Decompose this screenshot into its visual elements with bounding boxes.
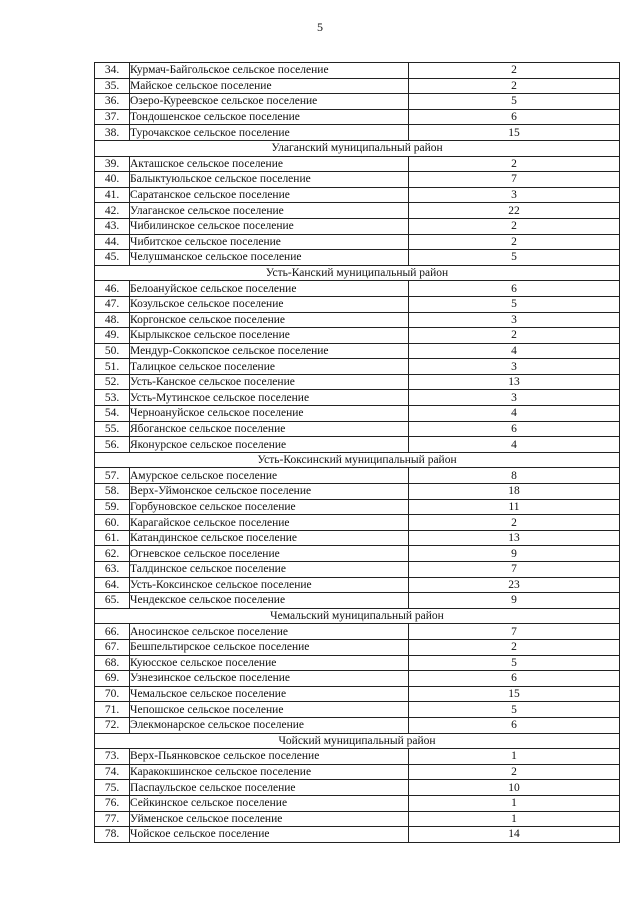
table-row	[95, 406, 620, 422]
row-number: 69.	[95, 671, 130, 687]
row-number: 48.	[95, 312, 130, 328]
row-number: 56.	[95, 437, 130, 453]
settlement-name: Кырлыкское сельское поселение	[130, 328, 409, 344]
settlement-value: 4	[409, 406, 620, 422]
settlement-name: Саратанское сельское поселение	[130, 187, 409, 203]
table-row	[95, 530, 620, 546]
table-row	[95, 780, 620, 796]
table-row	[95, 639, 620, 655]
table-row	[95, 593, 620, 609]
row-number: 78.	[95, 827, 130, 843]
settlement-name: Усть-Коксинское сельское поселение	[130, 577, 409, 593]
settlement-name: Челушманское сельское поселение	[130, 250, 409, 266]
settlement-value: 2	[409, 328, 620, 344]
settlement-value: 5	[409, 94, 620, 110]
settlement-value: 2	[409, 515, 620, 531]
settlement-name: Улаганское сельское поселение	[130, 203, 409, 219]
table-row	[95, 562, 620, 578]
settlement-name: Чендекское сельское поселение	[130, 593, 409, 609]
settlement-value: 15	[409, 125, 620, 141]
settlement-name: Турочакское сельское поселение	[130, 125, 409, 141]
settlements-table	[94, 62, 620, 843]
section-header-row	[95, 452, 620, 468]
row-number: 44.	[95, 234, 130, 250]
settlement-name: Узнезинское сельское поселение	[130, 671, 409, 687]
district-heading: Улаганский муниципальный район	[95, 140, 620, 156]
table-row	[95, 359, 620, 375]
row-number: 61.	[95, 530, 130, 546]
settlement-value: 18	[409, 484, 620, 500]
row-number: 68.	[95, 655, 130, 671]
section-header-row	[95, 140, 620, 156]
table-row	[95, 468, 620, 484]
row-number: 57.	[95, 468, 130, 484]
table-row	[95, 624, 620, 640]
settlement-value: 23	[409, 577, 620, 593]
row-number: 74.	[95, 764, 130, 780]
table-row	[95, 156, 620, 172]
row-number: 38.	[95, 125, 130, 141]
settlement-name: Козульское сельское поселение	[130, 296, 409, 312]
table-row	[95, 63, 620, 79]
settlement-name: Усть-Канское сельское поселение	[130, 374, 409, 390]
settlement-value: 2	[409, 764, 620, 780]
settlement-value: 2	[409, 63, 620, 79]
settlement-value: 14	[409, 827, 620, 843]
row-number: 70.	[95, 686, 130, 702]
settlement-name: Горбуновское сельское поселение	[130, 499, 409, 515]
settlement-name: Чибитское сельское поселение	[130, 234, 409, 250]
settlement-value: 2	[409, 218, 620, 234]
table-row	[95, 312, 620, 328]
row-number: 43.	[95, 218, 130, 234]
settlement-name: Уйменское сельское поселение	[130, 811, 409, 827]
settlement-value: 5	[409, 250, 620, 266]
settlement-value: 2	[409, 78, 620, 94]
settlement-name: Чойское сельское поселение	[130, 827, 409, 843]
row-number: 59.	[95, 499, 130, 515]
table-row	[95, 109, 620, 125]
settlement-name: Белоануйское сельское поселение	[130, 281, 409, 297]
settlement-name: Тондошенское сельское поселение	[130, 109, 409, 125]
district-heading: Чемальский муниципальный район	[95, 608, 620, 624]
settlement-name: Коргонское сельское поселение	[130, 312, 409, 328]
table-row	[95, 343, 620, 359]
settlement-name: Паспаульское сельское поселение	[130, 780, 409, 796]
table-row	[95, 203, 620, 219]
settlement-name: Яконурское сельское поселение	[130, 437, 409, 453]
table-row	[95, 390, 620, 406]
row-number: 63.	[95, 562, 130, 578]
settlement-value: 3	[409, 187, 620, 203]
settlement-value: 1	[409, 795, 620, 811]
settlement-value: 4	[409, 437, 620, 453]
table-row	[95, 546, 620, 562]
row-number: 41.	[95, 187, 130, 203]
settlement-value: 1	[409, 811, 620, 827]
settlement-value: 3	[409, 390, 620, 406]
table-row	[95, 515, 620, 531]
settlement-value: 11	[409, 499, 620, 515]
settlement-name: Курмач-Байгольское сельское поселение	[130, 63, 409, 79]
table-row	[95, 281, 620, 297]
table-row	[95, 717, 620, 733]
table-row	[95, 764, 620, 780]
settlement-name: Бешпельтирское сельское поселение	[130, 639, 409, 655]
settlement-name: Катандинское сельское поселение	[130, 530, 409, 546]
row-number: 53.	[95, 390, 130, 406]
settlement-value: 8	[409, 468, 620, 484]
settlement-value: 13	[409, 374, 620, 390]
settlement-value: 2	[409, 156, 620, 172]
settlement-value: 6	[409, 421, 620, 437]
table-row	[95, 374, 620, 390]
table-row	[95, 78, 620, 94]
settlement-name: Карагайское сельское поселение	[130, 515, 409, 531]
row-number: 49.	[95, 328, 130, 344]
settlement-name: Талицкое сельское поселение	[130, 359, 409, 375]
table-row	[95, 671, 620, 687]
settlement-name: Чепошское сельское поселение	[130, 702, 409, 718]
settlement-name: Озеро-Куреевское сельское поселение	[130, 94, 409, 110]
settlement-name: Талдинское сельское поселение	[130, 562, 409, 578]
settlement-name: Акташское сельское поселение	[130, 156, 409, 172]
district-heading: Усть-Коксинский муниципальный район	[95, 452, 620, 468]
settlement-value: 6	[409, 109, 620, 125]
table-row	[95, 811, 620, 827]
page-number: 5	[317, 20, 323, 34]
row-number: 36.	[95, 94, 130, 110]
table-row	[95, 827, 620, 843]
settlement-name: Мендур-Соккопское сельское поселение	[130, 343, 409, 359]
settlement-value: 5	[409, 655, 620, 671]
table-row	[95, 296, 620, 312]
settlement-name: Огневское сельское поселение	[130, 546, 409, 562]
settlement-name: Чибилинское сельское поселение	[130, 218, 409, 234]
row-number: 77.	[95, 811, 130, 827]
settlement-value: 22	[409, 203, 620, 219]
settlement-value: 7	[409, 624, 620, 640]
settlement-name: Верх-Уймонское сельское поселение	[130, 484, 409, 500]
row-number: 71.	[95, 702, 130, 718]
row-number: 65.	[95, 593, 130, 609]
row-number: 66.	[95, 624, 130, 640]
row-number: 54.	[95, 406, 130, 422]
settlement-name: Ябоганское сельское поселение	[130, 421, 409, 437]
row-number: 46.	[95, 281, 130, 297]
settlement-name: Чемальское сельское поселение	[130, 686, 409, 702]
settlement-value: 10	[409, 780, 620, 796]
settlement-name: Черноануйское сельское поселение	[130, 406, 409, 422]
table-row	[95, 499, 620, 515]
row-number: 75.	[95, 780, 130, 796]
settlement-name: Аносинское сельское поселение	[130, 624, 409, 640]
row-number: 55.	[95, 421, 130, 437]
table-row	[95, 795, 620, 811]
settlement-value: 6	[409, 717, 620, 733]
table-row	[95, 749, 620, 765]
settlement-value: 4	[409, 343, 620, 359]
settlement-name: Усть-Мутинское сельское поселение	[130, 390, 409, 406]
settlement-value: 2	[409, 234, 620, 250]
row-number: 42.	[95, 203, 130, 219]
settlement-name: Верх-Пьянковское сельское поселение	[130, 749, 409, 765]
settlement-value: 15	[409, 686, 620, 702]
row-number: 40.	[95, 172, 130, 188]
table-row	[95, 234, 620, 250]
settlement-value: 3	[409, 312, 620, 328]
district-heading: Чойский муниципальный район	[95, 733, 620, 749]
row-number: 51.	[95, 359, 130, 375]
table-row	[95, 218, 620, 234]
table-row	[95, 125, 620, 141]
table-row	[95, 437, 620, 453]
settlement-value: 13	[409, 530, 620, 546]
table-body	[95, 63, 620, 843]
row-number: 47.	[95, 296, 130, 312]
row-number: 35.	[95, 78, 130, 94]
row-number: 72.	[95, 717, 130, 733]
settlement-value: 9	[409, 546, 620, 562]
table-row	[95, 577, 620, 593]
settlement-value: 5	[409, 702, 620, 718]
table-row	[95, 328, 620, 344]
settlement-name: Балыктуюльское сельское поселение	[130, 172, 409, 188]
table-row	[95, 702, 620, 718]
settlement-value: 5	[409, 296, 620, 312]
row-number: 62.	[95, 546, 130, 562]
settlement-value: 2	[409, 639, 620, 655]
table-row	[95, 421, 620, 437]
settlement-name: Амурское сельское поселение	[130, 468, 409, 484]
settlement-value: 3	[409, 359, 620, 375]
settlement-name: Элекмонарское сельское поселение	[130, 717, 409, 733]
row-number: 76.	[95, 795, 130, 811]
table-row	[95, 250, 620, 266]
row-number: 50.	[95, 343, 130, 359]
row-number: 67.	[95, 639, 130, 655]
district-heading: Усть-Канский муниципальный район	[95, 265, 620, 281]
row-number: 58.	[95, 484, 130, 500]
settlement-value: 7	[409, 172, 620, 188]
settlement-value: 1	[409, 749, 620, 765]
row-number: 52.	[95, 374, 130, 390]
row-number: 37.	[95, 109, 130, 125]
settlement-name: Каракокшинское сельское поселение	[130, 764, 409, 780]
row-number: 73.	[95, 749, 130, 765]
row-number: 60.	[95, 515, 130, 531]
table-row	[95, 187, 620, 203]
row-number: 64.	[95, 577, 130, 593]
table-row	[95, 655, 620, 671]
section-header-row	[95, 733, 620, 749]
row-number: 45.	[95, 250, 130, 266]
row-number: 34.	[95, 63, 130, 79]
section-header-row	[95, 608, 620, 624]
settlement-name: Майское сельское поселение	[130, 78, 409, 94]
settlement-name: Куюсское сельское поселение	[130, 655, 409, 671]
settlement-value: 6	[409, 281, 620, 297]
settlement-value: 9	[409, 593, 620, 609]
table-row	[95, 484, 620, 500]
settlement-name: Сейкинское сельское поселение	[130, 795, 409, 811]
settlement-value: 7	[409, 562, 620, 578]
table-row	[95, 172, 620, 188]
row-number: 39.	[95, 156, 130, 172]
table-row	[95, 686, 620, 702]
settlement-value: 6	[409, 671, 620, 687]
table-row	[95, 94, 620, 110]
section-header-row	[95, 265, 620, 281]
